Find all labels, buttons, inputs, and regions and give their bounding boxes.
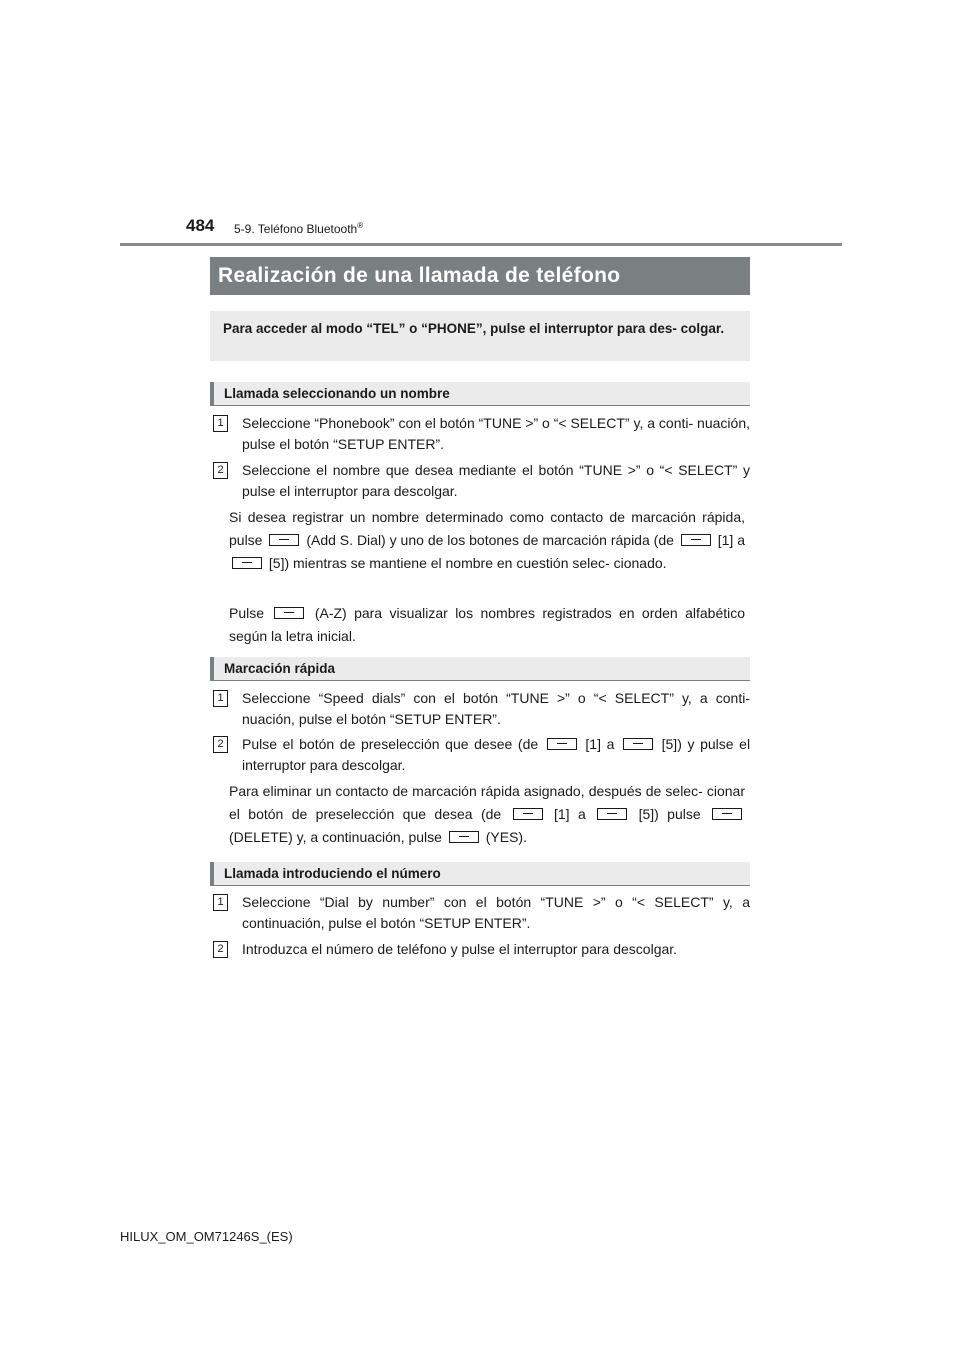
- subsection-heading: Llamada seleccionando un nombre: [210, 382, 750, 406]
- step-text: Seleccione “Speed dials” con el botón “TUNE >” o “< SELECT” y, a conti- nuación, pulse el botón “SETUP ENTER”.: [242, 690, 750, 727]
- step-number: 2: [213, 736, 228, 753]
- step-number: 1: [213, 894, 228, 911]
- chapter-title: 5-9. Teléfono Bluetooth®: [234, 221, 364, 236]
- button-icon: [274, 607, 304, 619]
- note-paragraph: Pulse (A-Z) para visualizar los nombres registrados en orden alfabético según la letra inicial.: [229, 605, 746, 644]
- step-text: Seleccione el nombre que desea mediante el botón “TUNE >” o “< SELECT” y pulse el interruptor para descolgar.: [242, 462, 750, 499]
- step-item: [213, 413, 750, 455]
- registered-mark: ®: [357, 221, 364, 230]
- step-number: 2: [213, 941, 228, 958]
- button-icon: [513, 808, 543, 820]
- step-item: [213, 939, 750, 960]
- footer-code: HILUX_OM_OM71246S_(ES): [120, 1229, 293, 1244]
- subsection-heading: Llamada introduciendo el número: [210, 862, 750, 886]
- button-icon: [269, 534, 299, 546]
- step-item: [213, 734, 750, 776]
- button-icon: [449, 831, 479, 843]
- step-number: 1: [213, 415, 228, 432]
- button-icon: [712, 808, 742, 820]
- intro-box: Para acceder al modo “TEL” o “PHONE”, pulse el interruptor para des- colgar.: [210, 311, 750, 361]
- page-number: 484: [186, 216, 215, 235]
- step-item: [213, 892, 750, 934]
- step-number: 1: [213, 690, 228, 707]
- step-item: [213, 460, 750, 502]
- section-title: Realización de una llamada de teléfono: [210, 257, 750, 295]
- button-icon: [681, 534, 711, 546]
- subsection-heading: Marcación rápida: [210, 657, 750, 681]
- note-paragraph: Para eliminar un contacto de marcación rápida asignado, después de selec- cionar el botón de preselección que desea (de [1] a [5]) pulse (DELETE) y, a continuación, pulse (YES).: [229, 783, 745, 845]
- note-paragraph: Si desea registrar un nombre determinado como contacto de marcación rápida, pulse (Add S. Dial) y uno de los botones de marcación rápida (de [1] a [5]) mientras se mantiene el nombre en cuestión selec- cionado.: [229, 509, 746, 571]
- header-rule: [120, 243, 842, 246]
- button-icon: [597, 808, 627, 820]
- step-text: Seleccione “Dial by number” con el botón “TUNE >” o “< SELECT” y, a continuación, pulse el botón “SETUP ENTER”.: [242, 894, 750, 931]
- step-item: [213, 688, 750, 730]
- step-number: 2: [213, 462, 228, 479]
- step-text: Seleccione “Phonebook” con el botón “TUNE >” o “< SELECT” y, a conti- nuación, pulse el botón “SETUP ENTER”.: [242, 415, 750, 452]
- button-icon: [547, 738, 577, 750]
- step-text: Introduzca el número de teléfono y pulse el interruptor para descolgar.: [242, 941, 678, 957]
- button-icon: [623, 738, 653, 750]
- button-icon: [232, 557, 262, 569]
- step-text: Pulse el botón de preselección que desee (de [1] a [5]) y pulse el interruptor para descolgar.: [242, 736, 751, 773]
